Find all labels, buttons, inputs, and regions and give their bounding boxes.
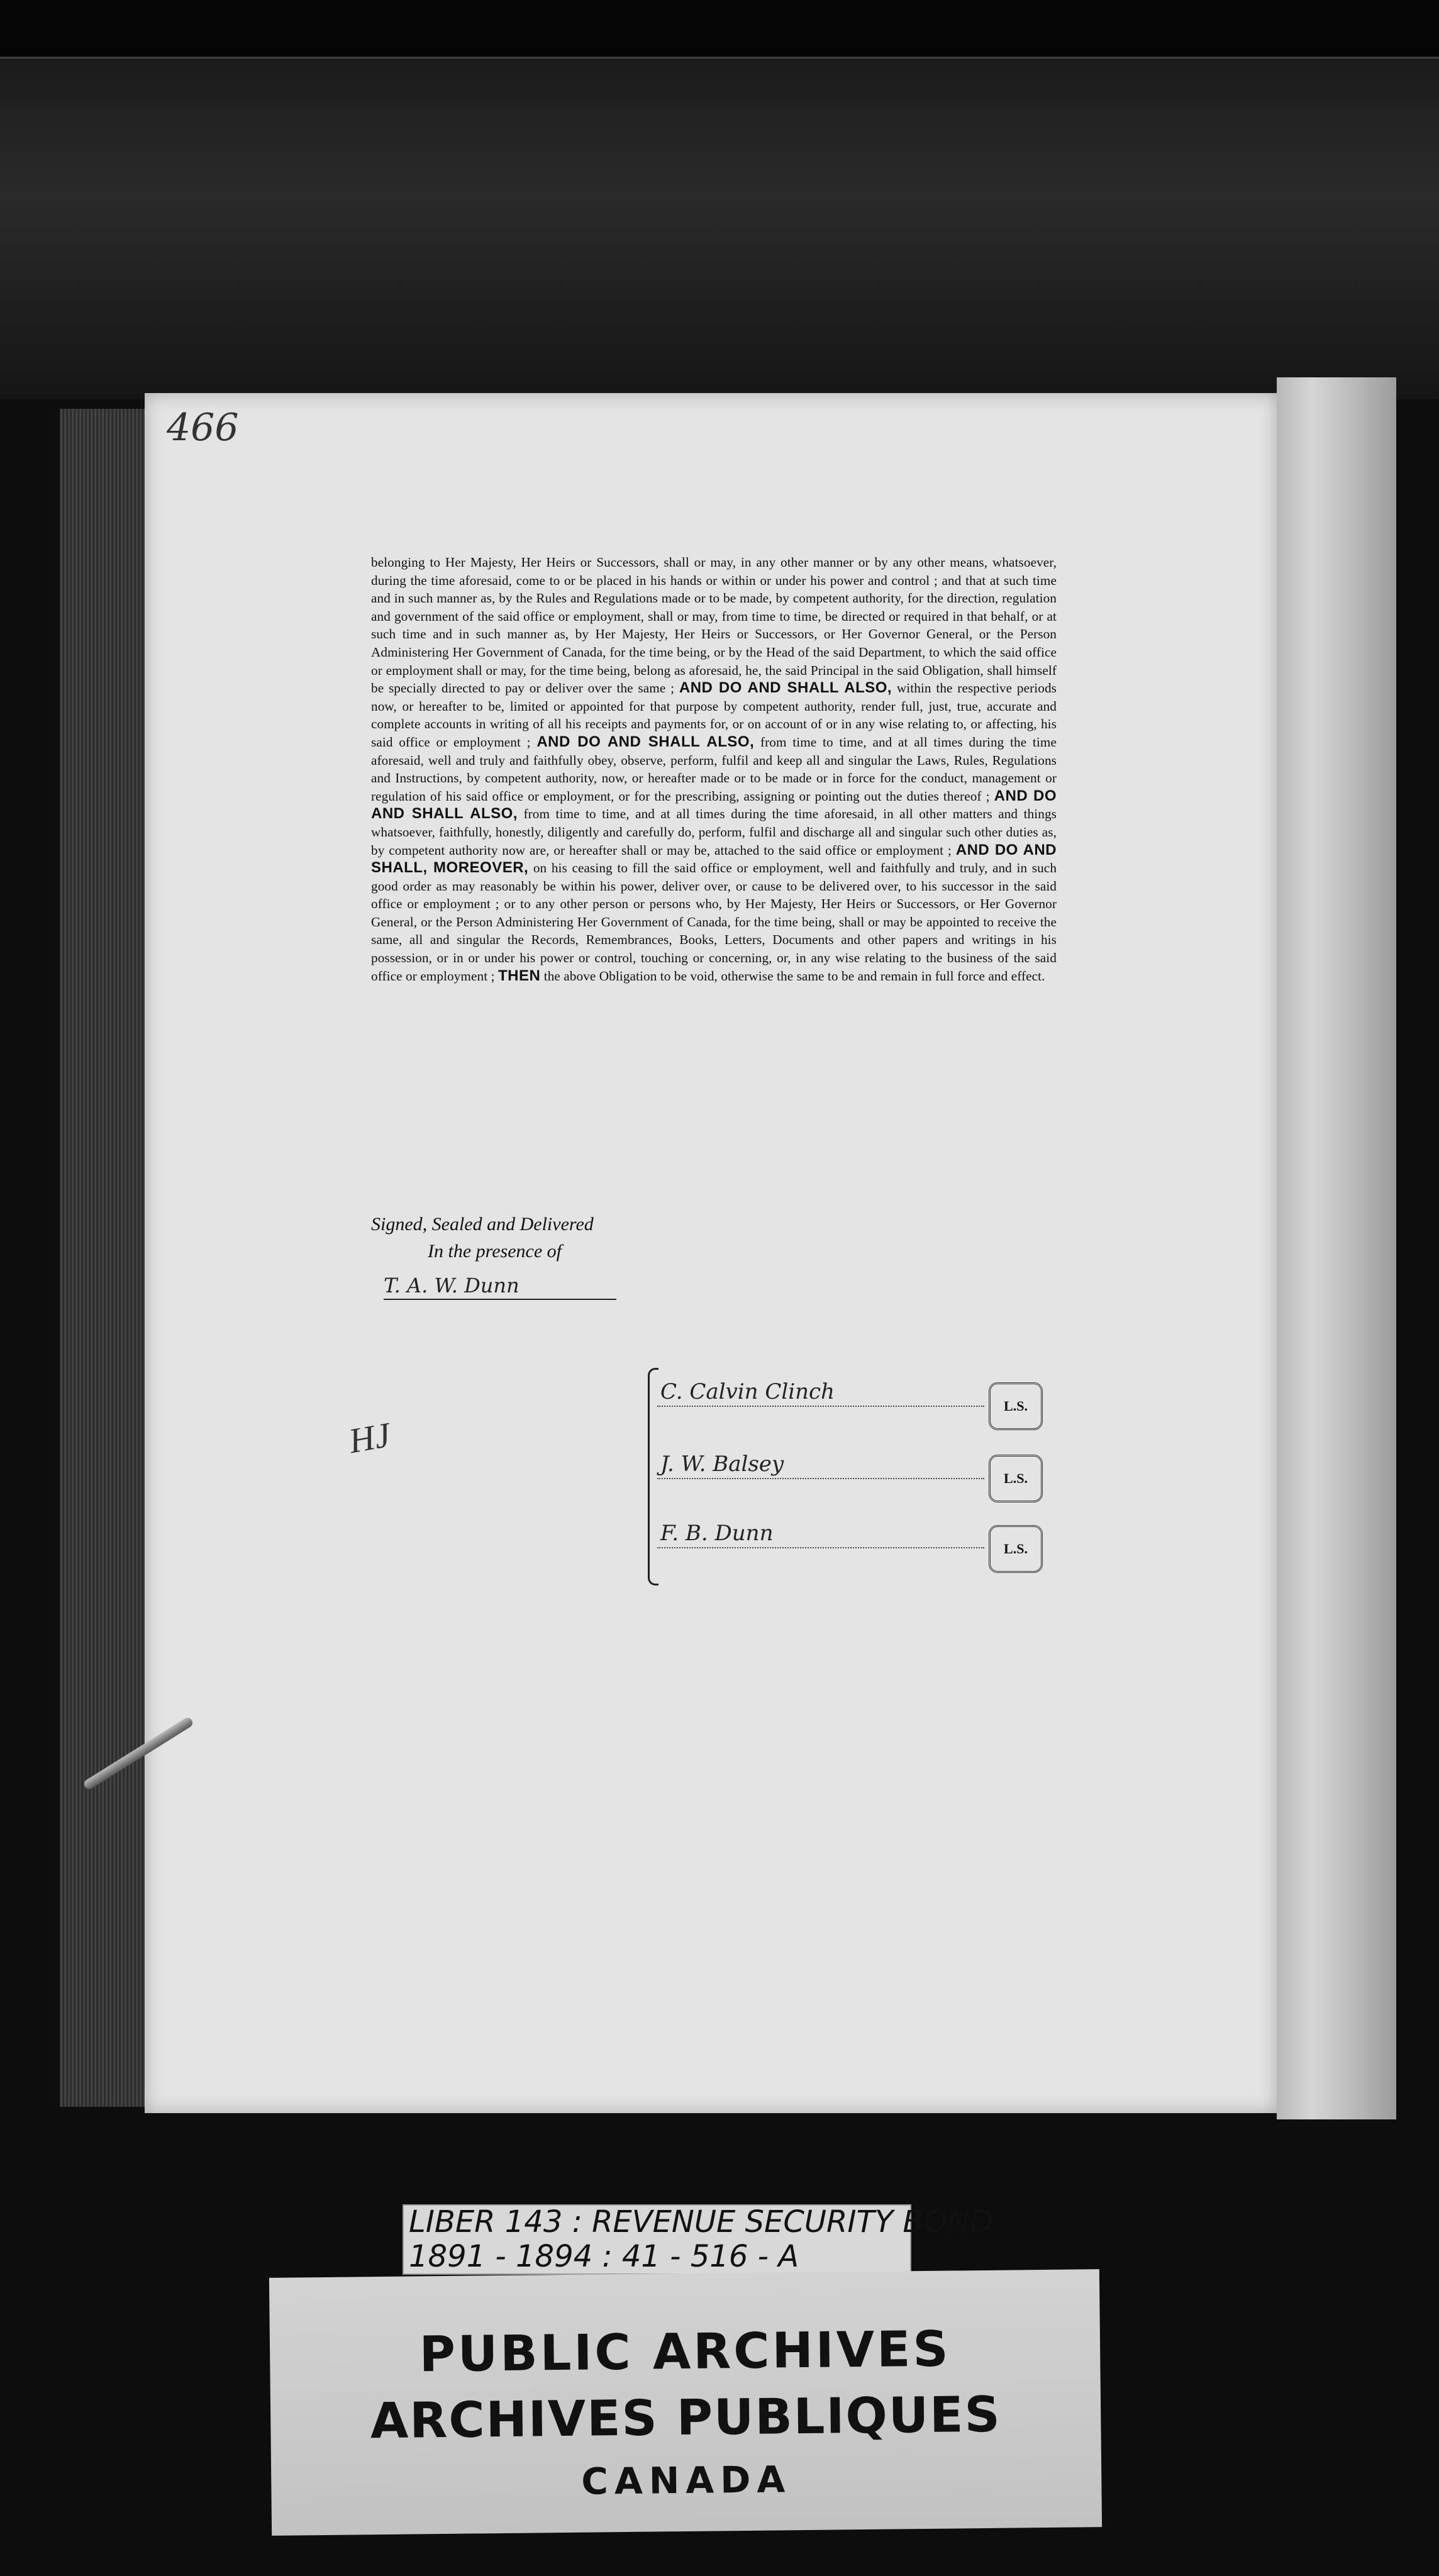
- signed-sealed-label: Signed, Sealed and Delivered: [371, 1214, 594, 1235]
- bond-paragraph: belonging to Her Majesty, Her Heirs or Successors, shall or may, in any other manner or by any other means, whatsoever, during the time aforesaid, come to or be placed in his hands or within or under his power and control ; and that at such time and in such manner as, by the Rules and Regulations made or to be made, by competent authority, for the direction, regulation and government of the said office or employment, shall or may, from time to time, be directed or required in that behalf, or at such time and in such manner as, by Her Majesty, Her Heirs or Successors, or Her Governor General, or the Person Administering Her Government of Canada, for the time being, or by the Head of the said Department, to which the said office or employment shall or may, for the time being, belong as aforesaid, he, the said Principal in the said Obligation, shall himself be specially directed to pay or deliver over the same ;: [371, 555, 1057, 696]
- bond-keyword: AND DO AND SHALL ALSO,: [679, 679, 892, 697]
- bond-paragraph: on his ceasing to fill the said office or employment, well and faithfully and truly, and in such good order as may reasonably be within his power, deliver over, or cause to be delivered over, to his successor in the said office or employment ; or to any other person or persons who, by Her Majesty, Her Heirs or Successors, or Her Governor General, or the Person Administering Her Government of Canada, for the time being, shall or may be appointed to receive the same, all and singular the Records, Remembrances, Books, Letters, Documents and other papers and writings in his possession, or in or under his power or control, touching or concerning, or, in any wise relating to the business of the said office or employment ;: [371, 860, 1057, 984]
- archives-card-line1: PUBLIC ARCHIVES: [419, 2321, 952, 2384]
- bond-text: [371, 553, 1057, 985]
- facing-page-edge: [1277, 377, 1396, 2119]
- bond-keyword: THEN: [497, 967, 541, 984]
- liber-label-line2: 1891 - 1894 : 41 - 516 - A: [409, 2239, 799, 2274]
- bond-keyword: AND DO AND SHALL, MOREOVER,: [371, 841, 1057, 877]
- signature-name: C. Calvin Clinch: [660, 1379, 835, 1404]
- seal-mark: L.S.: [989, 1525, 1043, 1573]
- signature-name: J. W. Balsey: [660, 1452, 784, 1477]
- bond-paragraph: from time to time, and at all times during the time aforesaid, well and truly and faithfully obey, observe, perform, fulfil and keep all and singular the Laws, Rules, Regulations and Instructions, by competent authority, now, or hereafter made or to be made or in force for the conduct, management or regulation of his said office or employment, or for the prescribing, assigning or pointing out the duties thereof ;: [371, 734, 1057, 804]
- bond-paragraph: from time to time, and at all times during the time aforesaid, in all other matters and things whatsoever, faithfully, honestly, diligently and carefully do, perform, fulfil and discharge all and singular such other duties as, by competent authority now are, or hereafter shall or may be, attached to the said office or employment ;: [371, 806, 1057, 858]
- signature-line: [657, 1453, 984, 1479]
- archives-card-line2: ARCHIVES PUBLIQUES: [370, 2386, 1002, 2450]
- bond-paragraph: the above Obligation to be void, otherwise the same to be and remain in full force and effect.: [543, 968, 1045, 984]
- presence-label: In the presence of: [428, 1241, 562, 1262]
- witness-signature: T. A. W. Dunn: [384, 1274, 616, 1300]
- ledger-page-edges: [60, 409, 154, 2107]
- archives-card: [269, 2269, 1102, 2536]
- signature-line: [657, 1522, 984, 1548]
- seal-mark: L.S.: [989, 1382, 1043, 1430]
- signature-line: [657, 1380, 984, 1407]
- signature-name: F. B. Dunn: [660, 1521, 774, 1546]
- bond-keyword: AND DO AND SHALL ALSO,: [536, 733, 755, 750]
- bond-keyword: AND DO AND SHALL ALSO,: [371, 787, 1057, 823]
- margin-initials: HJ: [346, 1415, 394, 1462]
- seal-mark: L.S.: [989, 1455, 1043, 1502]
- background-shadow: [0, 60, 1439, 399]
- liber-label-line1: LIBER 143 : REVENUE SECURITY BOND: [409, 2204, 993, 2240]
- archives-card-line3: CANADA: [581, 2458, 792, 2503]
- bond-paragraph: within the respective periods now, or hereafter to be, limited or appointed for that purpose by competent authority, render full, just, true, accurate and complete accounts in writing of all his receipts and payments for, or on account of or in any wise relating to, or affecting, his said office or employment ;: [371, 680, 1057, 750]
- page-number: 466: [167, 406, 239, 450]
- scanner-border: [0, 0, 1439, 59]
